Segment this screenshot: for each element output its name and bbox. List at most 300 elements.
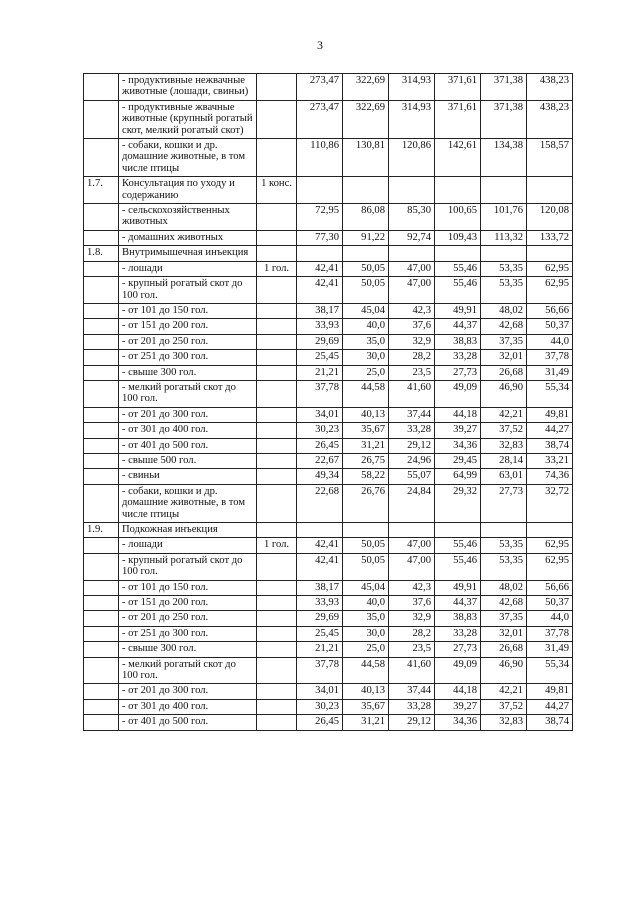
price-value: 47,00	[389, 261, 435, 276]
price-value	[527, 177, 573, 204]
price-value: 62,95	[527, 277, 573, 304]
price-value: 44,18	[435, 407, 481, 422]
price-value	[435, 523, 481, 538]
price-value: 29,12	[389, 715, 435, 730]
price-value: 53,35	[481, 277, 527, 304]
price-value: 31,49	[527, 365, 573, 380]
price-value: 26,45	[297, 438, 343, 453]
service-name: - от 401 до 500 гол.	[119, 715, 257, 730]
unit-of-measure	[257, 699, 297, 714]
price-value: 62,95	[527, 261, 573, 276]
service-name: - свыше 500 гол.	[119, 453, 257, 468]
price-value: 56,66	[527, 580, 573, 595]
price-value: 100,65	[435, 204, 481, 231]
price-value: 38,83	[435, 611, 481, 626]
price-value: 49,09	[435, 380, 481, 407]
service-name: - свыше 300 гол.	[119, 642, 257, 657]
unit-of-measure	[257, 277, 297, 304]
price-value: 33,28	[435, 350, 481, 365]
price-value: 49,91	[435, 580, 481, 595]
table-row	[84, 626, 573, 641]
price-value: 38,17	[297, 303, 343, 318]
price-value: 32,01	[481, 626, 527, 641]
unit-of-measure	[257, 469, 297, 484]
price-value: 47,00	[389, 553, 435, 580]
unit-of-measure	[257, 139, 297, 177]
price-value: 26,45	[297, 715, 343, 730]
price-value	[435, 246, 481, 261]
table-row	[84, 596, 573, 611]
price-value	[343, 246, 389, 261]
table-row	[84, 139, 573, 177]
table-body	[84, 74, 573, 731]
price-value: 438,23	[527, 100, 573, 138]
item-code	[84, 303, 119, 318]
item-code	[84, 553, 119, 580]
price-value: 32,9	[389, 334, 435, 349]
price-value: 48,02	[481, 303, 527, 318]
price-value: 273,47	[297, 74, 343, 101]
price-value: 44,37	[435, 596, 481, 611]
price-value: 41,60	[389, 657, 435, 684]
unit-of-measure	[257, 350, 297, 365]
table-row	[84, 523, 573, 538]
price-value: 23,5	[389, 365, 435, 380]
item-code	[84, 438, 119, 453]
price-value: 72,95	[297, 204, 343, 231]
item-code	[84, 580, 119, 595]
price-value: 53,35	[481, 261, 527, 276]
price-value: 25,45	[297, 626, 343, 641]
price-value: 92,74	[389, 230, 435, 245]
item-code	[84, 139, 119, 177]
price-value: 55,46	[435, 261, 481, 276]
price-value: 273,47	[297, 100, 343, 138]
price-value: 37,78	[297, 657, 343, 684]
price-value: 35,0	[343, 611, 389, 626]
price-value: 42,41	[297, 538, 343, 553]
price-value: 31,21	[343, 438, 389, 453]
price-table	[83, 73, 573, 731]
price-value: 38,74	[527, 438, 573, 453]
price-value: 23,5	[389, 642, 435, 657]
table-row	[84, 699, 573, 714]
item-code	[84, 380, 119, 407]
price-value: 120,86	[389, 139, 435, 177]
price-value: 30,0	[343, 626, 389, 641]
table-row	[84, 538, 573, 553]
item-code	[84, 100, 119, 138]
price-value: 142,61	[435, 139, 481, 177]
price-value: 44,58	[343, 380, 389, 407]
price-value: 322,69	[343, 100, 389, 138]
item-code: 1.8.	[84, 246, 119, 261]
price-value: 27,73	[481, 484, 527, 522]
unit-of-measure	[257, 484, 297, 522]
price-value: 29,32	[435, 484, 481, 522]
table-row	[84, 438, 573, 453]
price-value: 42,41	[297, 261, 343, 276]
item-code	[84, 365, 119, 380]
unit-of-measure	[257, 596, 297, 611]
price-value: 30,23	[297, 699, 343, 714]
price-value: 40,13	[343, 407, 389, 422]
price-value: 27,73	[435, 365, 481, 380]
unit-of-measure	[257, 453, 297, 468]
service-name: - от 201 до 300 гол.	[119, 684, 257, 699]
unit-of-measure	[257, 230, 297, 245]
table-row	[84, 303, 573, 318]
price-value: 30,23	[297, 423, 343, 438]
price-value: 49,34	[297, 469, 343, 484]
item-code	[84, 684, 119, 699]
item-code	[84, 277, 119, 304]
price-value: 50,37	[527, 596, 573, 611]
price-value: 74,36	[527, 469, 573, 484]
price-value: 322,69	[343, 74, 389, 101]
price-value: 49,81	[527, 684, 573, 699]
price-value: 44,18	[435, 684, 481, 699]
price-value: 29,45	[435, 453, 481, 468]
price-value: 35,67	[343, 699, 389, 714]
price-value	[389, 246, 435, 261]
price-value: 32,9	[389, 611, 435, 626]
price-value: 37,6	[389, 596, 435, 611]
item-code	[84, 453, 119, 468]
price-value: 31,49	[527, 642, 573, 657]
price-value: 371,38	[481, 74, 527, 101]
item-code	[84, 699, 119, 714]
price-value: 62,95	[527, 538, 573, 553]
service-name: - свыше 300 гол.	[119, 365, 257, 380]
price-value: 55,34	[527, 380, 573, 407]
price-value: 42,68	[481, 319, 527, 334]
price-value: 21,21	[297, 365, 343, 380]
price-value: 42,68	[481, 596, 527, 611]
table-row	[84, 365, 573, 380]
unit-of-measure	[257, 407, 297, 422]
table-row	[84, 715, 573, 730]
price-value: 63,01	[481, 469, 527, 484]
table-row	[84, 230, 573, 245]
price-value: 64,99	[435, 469, 481, 484]
price-value: 44,0	[527, 611, 573, 626]
table-row	[84, 334, 573, 349]
price-value: 42,41	[297, 277, 343, 304]
price-value: 40,13	[343, 684, 389, 699]
price-value: 46,90	[481, 380, 527, 407]
price-value: 50,37	[527, 319, 573, 334]
price-value: 55,34	[527, 657, 573, 684]
price-value: 38,83	[435, 334, 481, 349]
item-code	[84, 423, 119, 438]
price-value: 25,0	[343, 642, 389, 657]
price-value: 37,6	[389, 319, 435, 334]
item-code: 1.9.	[84, 523, 119, 538]
price-value: 40,0	[343, 319, 389, 334]
price-value: 33,93	[297, 319, 343, 334]
price-value: 33,93	[297, 596, 343, 611]
unit-of-measure	[257, 100, 297, 138]
price-value: 29,12	[389, 438, 435, 453]
price-value: 101,76	[481, 204, 527, 231]
price-value: 47,00	[389, 277, 435, 304]
price-value: 53,35	[481, 538, 527, 553]
service-name: - от 151 до 200 гол.	[119, 596, 257, 611]
price-value: 42,21	[481, 407, 527, 422]
price-value: 38,17	[297, 580, 343, 595]
item-code	[84, 350, 119, 365]
price-value: 33,28	[389, 699, 435, 714]
service-name: - продуктивные жвачные животные (крупный рогатый скот, мелкий рогатый скот)	[119, 100, 257, 138]
service-name: - от 151 до 200 гол.	[119, 319, 257, 334]
price-value	[481, 246, 527, 261]
item-code	[84, 642, 119, 657]
price-value	[435, 177, 481, 204]
price-value: 26,76	[343, 484, 389, 522]
service-name: - свиньи	[119, 469, 257, 484]
service-name: - сельскохозяйственных животных	[119, 204, 257, 231]
price-value: 34,01	[297, 407, 343, 422]
price-value: 120,08	[527, 204, 573, 231]
price-value: 371,61	[435, 100, 481, 138]
unit-of-measure: 1 гол.	[257, 538, 297, 553]
service-name: - крупный рогатый скот до 100 гол.	[119, 277, 257, 304]
item-code	[84, 611, 119, 626]
unit-of-measure	[257, 657, 297, 684]
service-name: - собаки, кошки и др. домашние животные, в том числе птицы	[119, 139, 257, 177]
price-value: 28,14	[481, 453, 527, 468]
service-name: - крупный рогатый скот до 100 гол.	[119, 553, 257, 580]
price-value: 113,32	[481, 230, 527, 245]
unit-of-measure	[257, 303, 297, 318]
price-value: 42,21	[481, 684, 527, 699]
price-value: 77,30	[297, 230, 343, 245]
price-value: 34,36	[435, 715, 481, 730]
price-value: 86,08	[343, 204, 389, 231]
service-name: - лошади	[119, 261, 257, 276]
price-value: 37,35	[481, 334, 527, 349]
price-value: 38,74	[527, 715, 573, 730]
price-value: 34,01	[297, 684, 343, 699]
price-value: 134,38	[481, 139, 527, 177]
item-code	[84, 334, 119, 349]
price-value: 45,04	[343, 303, 389, 318]
table-row	[84, 453, 573, 468]
price-value: 50,05	[343, 553, 389, 580]
price-value: 130,81	[343, 139, 389, 177]
item-code	[84, 538, 119, 553]
table-row	[84, 100, 573, 138]
price-value: 39,27	[435, 699, 481, 714]
service-name: - собаки, кошки и др. домашние животные, в том числе птицы	[119, 484, 257, 522]
price-value: 45,04	[343, 580, 389, 595]
price-value	[527, 523, 573, 538]
service-name: - от 101 до 150 гол.	[119, 580, 257, 595]
price-value: 37,52	[481, 699, 527, 714]
service-name: Консультация по уходу и содержанию	[119, 177, 257, 204]
price-value: 44,37	[435, 319, 481, 334]
price-value: 29,69	[297, 611, 343, 626]
price-value: 42,3	[389, 580, 435, 595]
price-value: 32,01	[481, 350, 527, 365]
unit-of-measure	[257, 380, 297, 407]
price-value: 110,86	[297, 139, 343, 177]
unit-of-measure	[257, 626, 297, 641]
price-value: 371,38	[481, 100, 527, 138]
price-value: 42,41	[297, 553, 343, 580]
price-value: 27,73	[435, 642, 481, 657]
item-code	[84, 715, 119, 730]
price-value: 56,66	[527, 303, 573, 318]
price-value: 22,67	[297, 453, 343, 468]
unit-of-measure	[257, 642, 297, 657]
price-value: 49,91	[435, 303, 481, 318]
item-code	[84, 469, 119, 484]
service-name: - лошади	[119, 538, 257, 553]
table-row	[84, 684, 573, 699]
price-value: 55,46	[435, 277, 481, 304]
item-code	[84, 596, 119, 611]
item-code	[84, 261, 119, 276]
table-row	[84, 319, 573, 334]
price-value: 32,83	[481, 438, 527, 453]
price-value: 33,28	[389, 423, 435, 438]
unit-of-measure	[257, 319, 297, 334]
service-name: - от 401 до 500 гол.	[119, 438, 257, 453]
table-row	[84, 277, 573, 304]
table-row	[84, 380, 573, 407]
price-value: 37,78	[297, 380, 343, 407]
price-value: 44,27	[527, 699, 573, 714]
price-value: 26,68	[481, 365, 527, 380]
price-value: 33,21	[527, 453, 573, 468]
price-value	[297, 177, 343, 204]
price-value: 22,68	[297, 484, 343, 522]
unit-of-measure	[257, 438, 297, 453]
price-value: 35,0	[343, 334, 389, 349]
price-value: 37,44	[389, 407, 435, 422]
service-name: - от 101 до 150 гол.	[119, 303, 257, 318]
unit-of-measure: 1 конс.	[257, 177, 297, 204]
table-row	[84, 74, 573, 101]
service-name: Внутримышечная инъекция	[119, 246, 257, 261]
price-value: 25,45	[297, 350, 343, 365]
price-value: 37,35	[481, 611, 527, 626]
price-value: 48,02	[481, 580, 527, 595]
table-row	[84, 423, 573, 438]
price-value: 31,21	[343, 715, 389, 730]
price-value: 47,00	[389, 538, 435, 553]
unit-of-measure	[257, 204, 297, 231]
price-value: 37,44	[389, 684, 435, 699]
item-code	[84, 484, 119, 522]
table-row	[84, 204, 573, 231]
service-name: - мелкий рогатый скот до 100 гол.	[119, 657, 257, 684]
table-row	[84, 261, 573, 276]
table-row	[84, 580, 573, 595]
service-name: - от 301 до 400 гол.	[119, 423, 257, 438]
service-name: - от 251 до 300 гол.	[119, 626, 257, 641]
price-value	[389, 177, 435, 204]
price-value: 49,09	[435, 657, 481, 684]
item-code	[84, 319, 119, 334]
price-value: 314,93	[389, 100, 435, 138]
unit-of-measure	[257, 580, 297, 595]
item-code	[84, 74, 119, 101]
price-value: 33,28	[435, 626, 481, 641]
price-value: 39,27	[435, 423, 481, 438]
price-value: 53,35	[481, 553, 527, 580]
unit-of-measure	[257, 423, 297, 438]
unit-of-measure	[257, 334, 297, 349]
price-value: 40,0	[343, 596, 389, 611]
unit-of-measure	[257, 684, 297, 699]
service-name: Подкожная инъекция	[119, 523, 257, 538]
price-value: 50,05	[343, 538, 389, 553]
table-row	[84, 407, 573, 422]
price-value: 25,0	[343, 365, 389, 380]
price-value: 24,84	[389, 484, 435, 522]
price-value: 55,46	[435, 538, 481, 553]
price-value: 50,05	[343, 261, 389, 276]
price-value	[343, 523, 389, 538]
service-name: - от 201 до 250 гол.	[119, 611, 257, 626]
price-value: 41,60	[389, 380, 435, 407]
item-code	[84, 230, 119, 245]
price-value: 34,36	[435, 438, 481, 453]
price-value: 49,81	[527, 407, 573, 422]
price-value	[343, 177, 389, 204]
price-value: 91,22	[343, 230, 389, 245]
price-value: 37,78	[527, 626, 573, 641]
price-value	[527, 246, 573, 261]
table-row	[84, 611, 573, 626]
table-row	[84, 177, 573, 204]
unit-of-measure	[257, 74, 297, 101]
price-value: 26,75	[343, 453, 389, 468]
price-value: 37,78	[527, 350, 573, 365]
price-value: 26,68	[481, 642, 527, 657]
price-value: 44,0	[527, 334, 573, 349]
price-value: 35,67	[343, 423, 389, 438]
price-value: 44,27	[527, 423, 573, 438]
table-row	[84, 553, 573, 580]
price-value: 44,58	[343, 657, 389, 684]
price-value	[389, 523, 435, 538]
price-value: 55,46	[435, 553, 481, 580]
unit-of-measure	[257, 365, 297, 380]
price-value: 109,43	[435, 230, 481, 245]
price-value: 29,69	[297, 334, 343, 349]
price-value	[297, 523, 343, 538]
price-value: 438,23	[527, 74, 573, 101]
price-value: 32,72	[527, 484, 573, 522]
table-row	[84, 246, 573, 261]
service-name: - мелкий рогатый скот до 100 гол.	[119, 380, 257, 407]
price-value: 58,22	[343, 469, 389, 484]
unit-of-measure	[257, 246, 297, 261]
item-code	[84, 407, 119, 422]
price-value: 50,05	[343, 277, 389, 304]
unit-of-measure	[257, 523, 297, 538]
item-code	[84, 657, 119, 684]
unit-of-measure	[257, 553, 297, 580]
price-value: 55,07	[389, 469, 435, 484]
price-value	[481, 523, 527, 538]
table-row	[84, 469, 573, 484]
unit-of-measure	[257, 715, 297, 730]
